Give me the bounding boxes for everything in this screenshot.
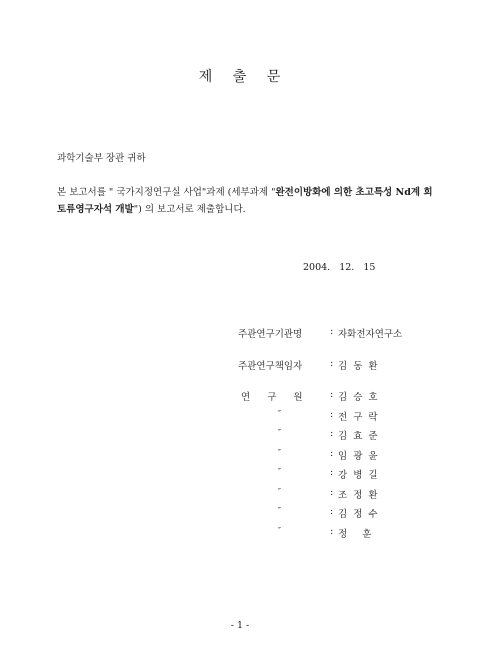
statement-suffix: ") 의 보고서로 제출합니다. [133, 204, 246, 215]
researcher-name: 김 정 수 [338, 509, 378, 520]
colon: : [330, 525, 334, 537]
lead-value: 김 동 환 [338, 360, 378, 372]
ditto-mark: ″ [278, 506, 281, 515]
submission-statement [57, 184, 437, 218]
ditto-mark: ″ [278, 486, 281, 496]
researcher-name: 강 병 길 [338, 470, 378, 481]
lead-label: 주관연구책임자 [238, 360, 303, 372]
org-value: 자화전자연구소 [338, 329, 403, 340]
colon: : [330, 467, 334, 478]
researcher-name: 전 구 락 [338, 411, 378, 423]
researcher-name: 김 효 준 [338, 431, 378, 442]
page-title: 제 출 문 [198, 69, 282, 85]
statement-prefix: 본 보고서를 " 국가지정연구실 사업"과제 (세부과제 " [57, 187, 276, 198]
colon: : [330, 408, 334, 420]
colon: : [330, 506, 334, 517]
colon: : [330, 326, 334, 337]
researcher-name: 정 훈 [338, 528, 372, 540]
ditto-mark: ″ [278, 428, 281, 437]
ditto-mark: ″ [278, 447, 281, 457]
researcher-label: 연 구 원 [241, 392, 303, 403]
researcher-name: 김 승 호 [338, 392, 378, 403]
ditto-mark: ″ [278, 467, 281, 476]
colon: : [330, 447, 334, 459]
page-number: - 1 - [230, 620, 250, 631]
addressee: 과학기술부 장관 귀하 [57, 153, 146, 164]
colon: : [330, 486, 334, 498]
ditto-mark: ″ [278, 408, 281, 418]
statement-project-title: 완전이방화에 의한 초고특성 Nd계 희토류영구자석 개발 [57, 187, 433, 215]
org-label: 주관연구기관명 [238, 329, 303, 340]
researcher-name: 임 광 윤 [338, 450, 378, 462]
colon: : [330, 428, 334, 439]
colon: : [330, 357, 334, 369]
colon: : [330, 389, 334, 400]
researcher-name: 조 정 환 [338, 489, 378, 501]
submission-date: 2004. 12. 15 [303, 262, 376, 273]
ditto-mark: ″ [278, 525, 281, 535]
